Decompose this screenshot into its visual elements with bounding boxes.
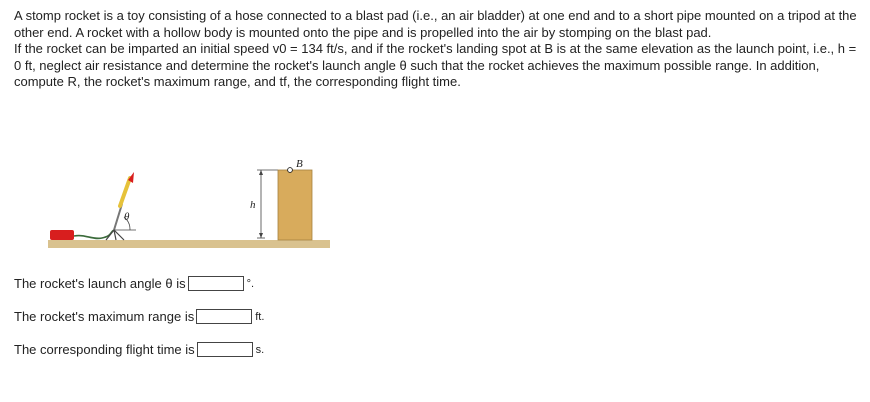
angle-unit: °. [246,277,255,290]
theta-label: θ [124,211,130,223]
flight-time-answer-input[interactable] [197,342,253,357]
h-arrow-top [259,170,263,175]
angle-answer-input[interactable] [188,276,244,291]
answer-row-angle [14,276,254,291]
problem-statement [14,8,859,91]
answer-row-range [14,309,264,324]
answer-label-angle: The rocket's launch angle θ is [14,276,186,291]
B-label: B [296,158,303,170]
flight-time-unit: s. [255,343,265,356]
h-label: h [250,199,256,211]
problem-paragraph-1: A stomp rocket is a toy consisting of a hose connected to a blast pad (i.e., an air bladder) at one end and to a short pipe mounted on a tripod at the other end. A rocket with a hollow body is mounted onto the pipe and is propelled into the air by stomping on the blast pad. [14,8,857,40]
answer-label-range: The rocket's maximum range is [14,309,195,324]
rocket [120,178,130,206]
stomp-rocket-figure [44,152,334,252]
blast-pad [50,230,74,240]
landing-block [278,170,312,240]
answer-row-flight-time [14,342,264,357]
ground [48,240,330,248]
launch-pipe [114,204,122,230]
answer-label-flight-time: The corresponding flight time is [14,342,195,357]
range-answer-input[interactable] [196,309,252,324]
landing-point-B [288,168,293,173]
problem-paragraph-2: If the rocket can be imparted an initial speed v0 = 134 ft/s, and if the rocket's landing spot at B is at the same elevation as the launch point, i.e., h = 0 ft, neglect air resistance and determine the rocket's launch angle θ such that the rocket achieves the maximum possible range. In addition, compute R, the rocket's maximum range, and tf, the corresponding flight time. [14,41,857,89]
range-unit: ft. [255,310,265,323]
h-arrow-bottom [259,233,263,238]
